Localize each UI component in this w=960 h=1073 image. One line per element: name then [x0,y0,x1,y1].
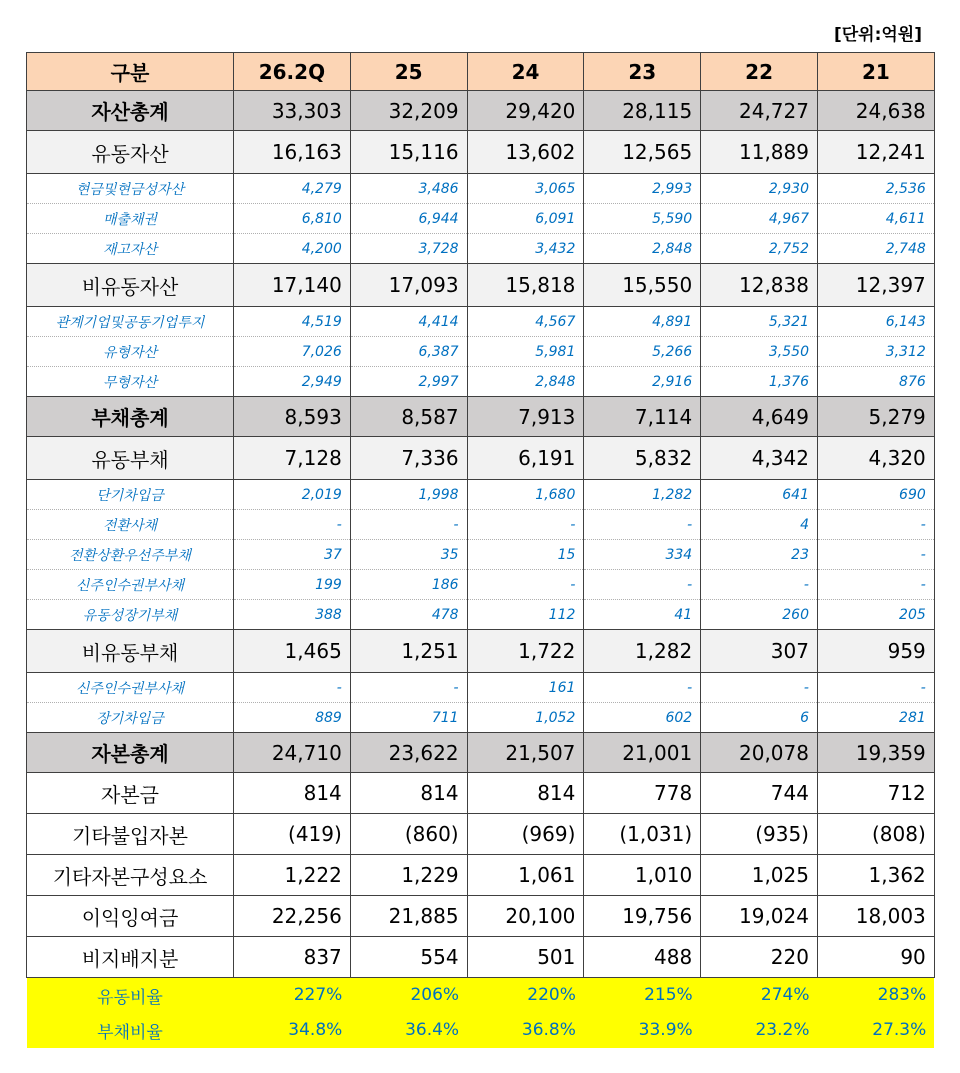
value-cell: 5,279 [817,397,934,437]
value-cell: 1,025 [701,855,818,896]
table-row [27,337,935,367]
row-label: 유동부채 [27,437,234,480]
value-cell: 12,565 [584,131,701,174]
value-cell: 3,312 [817,337,934,367]
value-cell: 4,519 [234,307,351,337]
table-row [27,600,935,630]
value-cell: - [350,673,467,703]
table-row [27,367,935,397]
value-cell: 4,891 [584,307,701,337]
value-cell: 215% [584,978,701,1013]
table-row [27,437,935,480]
value-cell: - [467,510,584,540]
value-cell: 8,593 [234,397,351,437]
table-row [27,773,935,814]
table-row [27,480,935,510]
value-cell: 5,832 [584,437,701,480]
value-cell: - [467,570,584,600]
value-cell: - [350,510,467,540]
value-cell: 6,387 [350,337,467,367]
value-cell: 814 [234,773,351,814]
value-cell: 274% [701,978,818,1013]
value-cell: 4,967 [701,204,818,234]
row-label: 비유동자산 [27,264,234,307]
value-cell: 21,001 [584,733,701,773]
row-label: 신주인수권부사채 [27,570,234,600]
value-cell: 17,140 [234,264,351,307]
value-cell: 15,116 [350,131,467,174]
value-cell: 3,432 [467,234,584,264]
value-cell: 186 [350,570,467,600]
row-label: 전환상환우선주부채 [27,540,234,570]
value-cell: 220 [701,937,818,978]
value-cell: 21,885 [350,896,467,937]
header-cell-period: 26.2Q [234,53,351,91]
value-cell: 778 [584,773,701,814]
value-cell: 36.8% [467,1013,584,1048]
row-label: 무형자산 [27,367,234,397]
table-row [27,673,935,703]
value-cell: 876 [817,367,934,397]
value-cell: 6,944 [350,204,467,234]
row-label: 부채비율 [27,1013,234,1048]
value-cell: 3,486 [350,174,467,204]
value-cell: 1,251 [350,630,467,673]
value-cell: 28,115 [584,91,701,131]
table-row [27,91,935,131]
value-cell: 5,981 [467,337,584,367]
value-cell: - [817,510,934,540]
value-cell: - [584,673,701,703]
value-cell: 12,241 [817,131,934,174]
value-cell: 2,949 [234,367,351,397]
value-cell: 7,128 [234,437,351,480]
header-row [27,53,935,91]
value-cell: 6,191 [467,437,584,480]
value-cell: 19,756 [584,896,701,937]
value-cell: 1,010 [584,855,701,896]
value-cell: 227% [234,978,351,1013]
value-cell: 5,321 [701,307,818,337]
value-cell: 23 [701,540,818,570]
value-cell: 4,611 [817,204,934,234]
value-cell: - [234,510,351,540]
value-cell: 744 [701,773,818,814]
value-cell: 602 [584,703,701,733]
value-cell: 3,065 [467,174,584,204]
value-cell: 1,282 [584,630,701,673]
table-row [27,1013,935,1048]
row-label: 관계기업및공동기업투지 [27,307,234,337]
value-cell: 283% [817,978,934,1013]
value-cell: 18,003 [817,896,934,937]
value-cell: 32,209 [350,91,467,131]
value-cell: 15,818 [467,264,584,307]
value-cell: 1,680 [467,480,584,510]
table-row [27,814,935,855]
row-label: 유동자산 [27,131,234,174]
value-cell: 1,465 [234,630,351,673]
value-cell: 4 [701,510,818,540]
row-label: 자본금 [27,773,234,814]
value-cell: 4,320 [817,437,934,480]
value-cell: 34.8% [234,1013,351,1048]
value-cell: 1,222 [234,855,351,896]
value-cell: 7,114 [584,397,701,437]
header-cell-period: 25 [350,53,467,91]
table-row [27,234,935,264]
row-label: 매출채권 [27,204,234,234]
table-body [27,91,935,1048]
value-cell: (419) [234,814,351,855]
value-cell: 4,279 [234,174,351,204]
row-label: 유형자산 [27,337,234,367]
value-cell: 6 [701,703,818,733]
row-label: 자산총계 [27,91,234,131]
balance-sheet-table [26,52,935,1048]
table-row [27,397,935,437]
value-cell: 5,266 [584,337,701,367]
value-cell: 4,567 [467,307,584,337]
value-cell: 16,163 [234,131,351,174]
table-row [27,264,935,307]
value-cell: 205 [817,600,934,630]
value-cell: 1,229 [350,855,467,896]
value-cell: 711 [350,703,467,733]
header-cell-period: 22 [701,53,818,91]
value-cell: 24,638 [817,91,934,131]
value-cell: 4,200 [234,234,351,264]
value-cell: 1,282 [584,480,701,510]
value-cell: 1,376 [701,367,818,397]
value-cell: 889 [234,703,351,733]
row-label: 재고자산 [27,234,234,264]
value-cell: - [234,673,351,703]
row-label: 비유동부채 [27,630,234,673]
value-cell: 24,710 [234,733,351,773]
value-cell: 41 [584,600,701,630]
value-cell: (1,031) [584,814,701,855]
value-cell: 206% [350,978,467,1013]
value-cell: 7,336 [350,437,467,480]
table-row [27,978,935,1013]
value-cell: 20,100 [467,896,584,937]
value-cell: 3,728 [350,234,467,264]
value-cell: 21,507 [467,733,584,773]
value-cell: 2,748 [817,234,934,264]
row-label: 비지배지분 [27,937,234,978]
table-row [27,540,935,570]
value-cell: 307 [701,630,818,673]
value-cell: 1,061 [467,855,584,896]
value-cell: 17,093 [350,264,467,307]
value-cell: 33.9% [584,1013,701,1048]
table-row [27,630,935,673]
value-cell: 5,590 [584,204,701,234]
value-cell: 7,026 [234,337,351,367]
value-cell: 19,024 [701,896,818,937]
value-cell: - [817,570,934,600]
unit-label: [단위:억원] [833,25,922,45]
value-cell: 15,550 [584,264,701,307]
row-label: 자본총계 [27,733,234,773]
value-cell: 6,810 [234,204,351,234]
value-cell: 814 [467,773,584,814]
value-cell: (808) [817,814,934,855]
value-cell: 3,550 [701,337,818,367]
value-cell: 641 [701,480,818,510]
table-row [27,510,935,540]
value-cell: 2,997 [350,367,467,397]
row-label: 기타불입자본 [27,814,234,855]
table-row [27,896,935,937]
value-cell: 12,397 [817,264,934,307]
value-cell: 35 [350,540,467,570]
value-cell: 36.4% [350,1013,467,1048]
value-cell: (860) [350,814,467,855]
row-label: 이익잉여금 [27,896,234,937]
value-cell: - [701,570,818,600]
row-label: 기타자본구성요소 [27,855,234,896]
value-cell: (969) [467,814,584,855]
table-row [27,937,935,978]
value-cell: 2,019 [234,480,351,510]
value-cell: - [817,540,934,570]
value-cell: 20,078 [701,733,818,773]
value-cell: 13,602 [467,131,584,174]
row-label: 유동비율 [27,978,234,1013]
value-cell: 2,916 [584,367,701,397]
header-cell-category: 구분 [27,53,234,91]
value-cell: - [584,510,701,540]
row-label: 현금및현금성자산 [27,174,234,204]
value-cell: 112 [467,600,584,630]
value-cell: 161 [467,673,584,703]
value-cell: 837 [234,937,351,978]
table-row [27,703,935,733]
value-cell: 712 [817,773,934,814]
value-cell: 12,838 [701,264,818,307]
row-label: 단기차입금 [27,480,234,510]
value-cell: 90 [817,937,934,978]
value-cell: 220% [467,978,584,1013]
value-cell: 281 [817,703,934,733]
value-cell: 6,143 [817,307,934,337]
header-cell-period: 23 [584,53,701,91]
value-cell: 6,091 [467,204,584,234]
value-cell: 27.3% [817,1013,934,1048]
row-label: 신주인수권부사채 [27,673,234,703]
value-cell: 2,536 [817,174,934,204]
value-cell: (935) [701,814,818,855]
table-row [27,204,935,234]
value-cell: 24,727 [701,91,818,131]
value-cell: 2,848 [584,234,701,264]
value-cell: 554 [350,937,467,978]
table-row [27,855,935,896]
value-cell: 2,752 [701,234,818,264]
value-cell: 199 [234,570,351,600]
table-row [27,570,935,600]
value-cell: 23,622 [350,733,467,773]
value-cell: 2,848 [467,367,584,397]
value-cell: 29,420 [467,91,584,131]
value-cell: 1,052 [467,703,584,733]
value-cell: 7,913 [467,397,584,437]
value-cell: 23.2% [701,1013,818,1048]
value-cell: 11,889 [701,131,818,174]
value-cell: 959 [817,630,934,673]
value-cell: 690 [817,480,934,510]
value-cell: 814 [350,773,467,814]
value-cell: 4,414 [350,307,467,337]
value-cell: 334 [584,540,701,570]
value-cell: - [701,673,818,703]
value-cell: 2,930 [701,174,818,204]
row-label: 부채총계 [27,397,234,437]
value-cell: 388 [234,600,351,630]
header-cell-period: 21 [817,53,934,91]
value-cell: 1,722 [467,630,584,673]
table-row [27,733,935,773]
value-cell: - [584,570,701,600]
value-cell: 1,998 [350,480,467,510]
value-cell: 478 [350,600,467,630]
value-cell: 37 [234,540,351,570]
value-cell: 15 [467,540,584,570]
value-cell: 260 [701,600,818,630]
value-cell: 22,256 [234,896,351,937]
value-cell: 4,649 [701,397,818,437]
value-cell: 488 [584,937,701,978]
header-cell-period: 24 [467,53,584,91]
table-row [27,131,935,174]
table-row [27,174,935,204]
value-cell: 501 [467,937,584,978]
row-label: 장기차입금 [27,703,234,733]
table-row [27,307,935,337]
value-cell: 19,359 [817,733,934,773]
value-cell: 1,362 [817,855,934,896]
row-label: 전환사채 [27,510,234,540]
value-cell: 33,303 [234,91,351,131]
value-cell: - [817,673,934,703]
value-cell: 4,342 [701,437,818,480]
value-cell: 8,587 [350,397,467,437]
value-cell: 2,993 [584,174,701,204]
row-label: 유동성장기부채 [27,600,234,630]
